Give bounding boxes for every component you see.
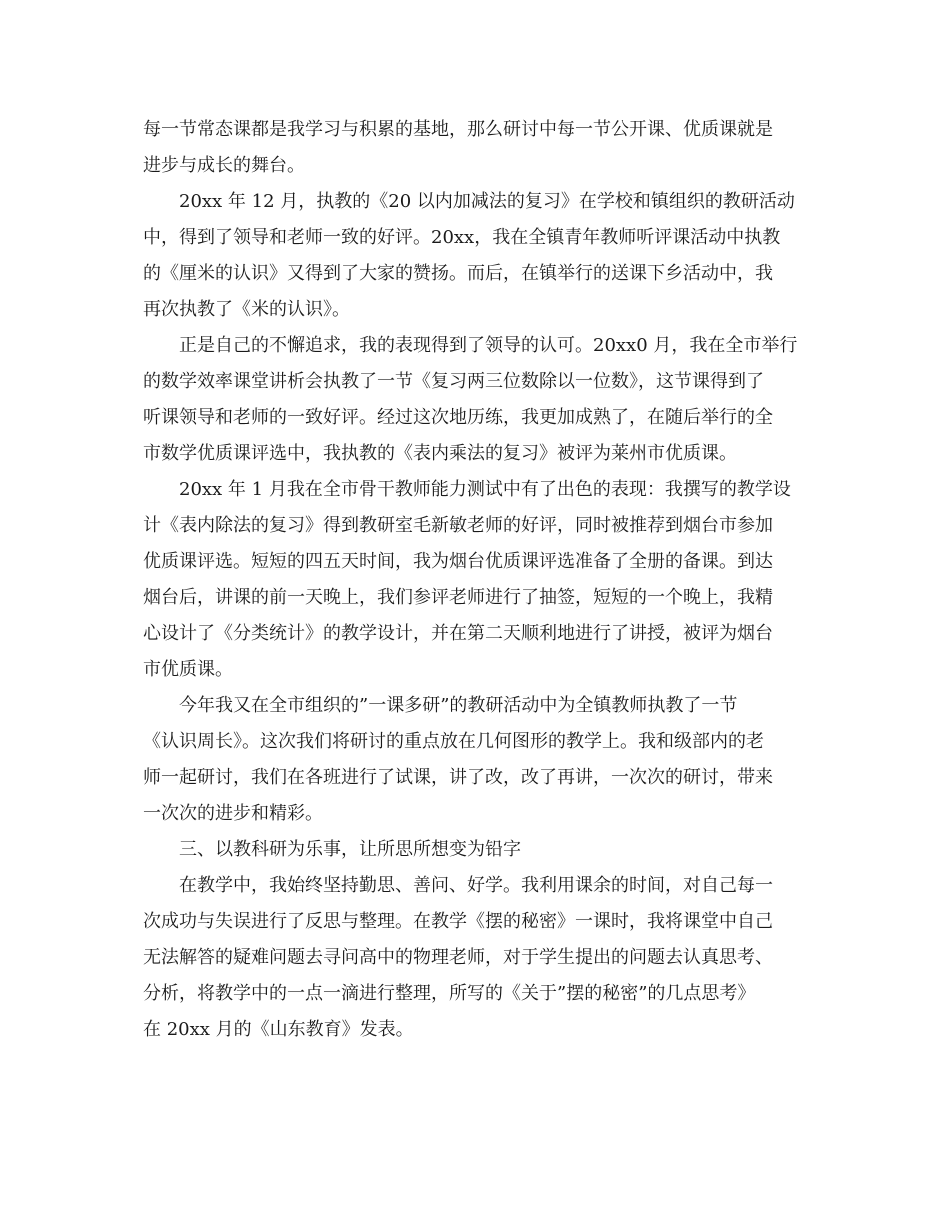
text-line: 中，得到了领导和老师一致的好评。20xx，我在全镇青年教师听评课活动中执教 <box>143 227 781 248</box>
section-heading-text: 三、以教科研为乐事，让所思所想变为铅字 <box>179 839 521 860</box>
text-line: 《认识周长》。这次我们将研讨的重点放在几何图形的教学上。我和级部内的老 <box>143 731 764 752</box>
text-line: 在教学中，我始终坚持勤思、善问、好学。我利用课余的时间，对自己每一 <box>179 875 773 896</box>
text-line: 烟台后，讲课的前一天晚上，我们参评老师进行了抽签，短短的一个晚上，我精 <box>143 587 773 608</box>
text-line: 市优质课。 <box>143 659 233 680</box>
paragraph-recognition <box>143 328 807 472</box>
text-line: 的数学效率课堂讲析会执教了一节《复习两三位数除以一位数》，这节课得到了 <box>143 371 764 392</box>
text-line: 20xx 年 12 月，执教的《20 以内加减法的复习》在学校和镇组织的教研活动 <box>179 191 795 212</box>
text-line: 分析，将教学中的一点一滴进行整理，所写的《关于”摆的秘密”的几点思考》 <box>143 983 756 1004</box>
text-line: 再次执教了《米的认识》。 <box>143 299 350 320</box>
text-line: 20xx 年 1 月我在全市骨干教师能力测试中有了出色的表现：我撰写的教学设 <box>179 479 791 500</box>
paragraph-capability-test <box>143 472 807 688</box>
text-line: 听课领导和老师的一致好评。经过这次地历练，我更加成熟了，在随后举行的全 <box>143 407 773 428</box>
text-line: 市数学优质课评选中，我执教的《表内乘法的复习》被评为莱州市优质课。 <box>143 443 737 464</box>
text-line: 无法解答的疑难问题去寻问高中的物理老师，对于学生提出的问题去认真思考、 <box>143 947 773 968</box>
text-line: 次成功与失误进行了反思与整理。在教学《摆的秘密》一课时，我将课堂中自己 <box>143 911 773 932</box>
text-line: 师一起研讨，我们在各班进行了试课，讲了改，改了再讲，一次次的研讨，带来 <box>143 767 773 788</box>
text-line: 进步与成长的舞台。 <box>143 155 305 176</box>
paragraph-reflection <box>143 868 807 1048</box>
text-line: 正是自己的不懈追求，我的表现得到了领导的认可。20xx0 月，我在全市举行 <box>179 335 798 356</box>
paragraph-one-lesson-research <box>143 688 807 832</box>
document-body <box>143 112 807 1048</box>
text-line: 的《厘米的认识》又得到了大家的赞扬。而后，在镇举行的送课下乡活动中，我 <box>143 263 773 284</box>
text-line: 心设计了《分类统计》的教学设计，并在第二天顺利地进行了讲授，被评为烟台 <box>143 623 773 644</box>
section-heading <box>143 832 807 868</box>
text-line: 优质课评选。短短的四五天时间，我为烟台优质课评选准备了全册的备课。到达 <box>143 551 773 572</box>
text-line: 每一节常态课都是我学习与积累的基地，那么研讨中每一节公开课、优质课就是 <box>143 119 773 140</box>
paragraph-continuation <box>143 112 807 184</box>
text-line: 今年我又在全市组织的”一课多研”的教研活动中为全镇教师执教了一节 <box>179 695 738 716</box>
text-line: 一次次的进步和精彩。 <box>143 803 323 824</box>
paragraph-december-lesson <box>143 184 807 328</box>
text-line: 在 20xx 月的《山东教育》发表。 <box>143 1019 414 1040</box>
text-line: 计《表内除法的复习》得到教研室毛新敏老师的好评，同时被推荐到烟台市参加 <box>143 515 773 536</box>
